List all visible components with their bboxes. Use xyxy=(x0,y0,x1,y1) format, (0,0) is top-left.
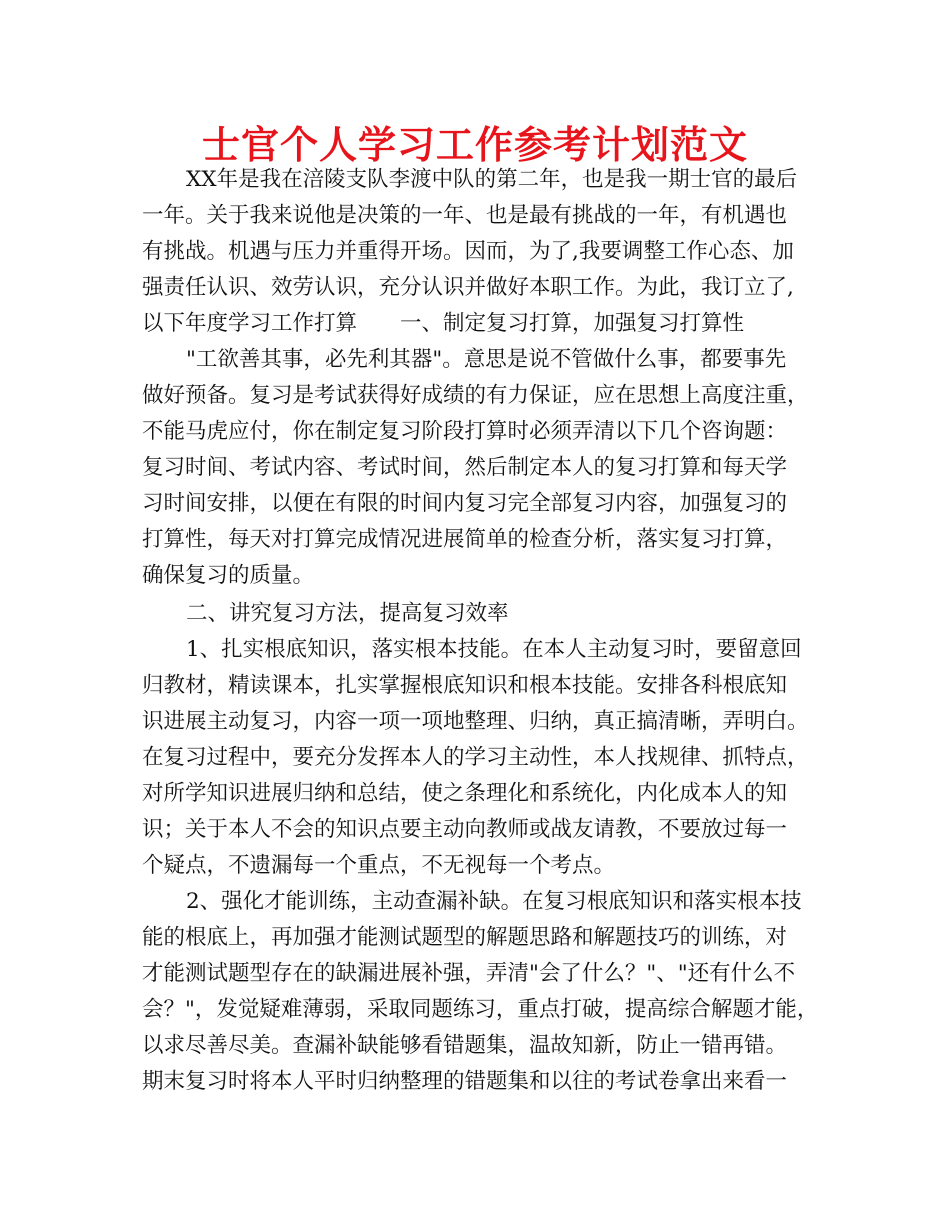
paragraph-line: 有挑战。机遇与压力并重得开场。因而，为了,我要调整工作心态、加 xyxy=(142,239,794,264)
paragraph-line: "工欲善其事，必先利其器"。意思是说不管做什么事，都要事先 xyxy=(186,347,787,372)
paragraph-line: 能的根底上，再加强才能测试题型的解题思路和解题技巧的训练，对 xyxy=(142,925,788,950)
paragraph-line: 1、扎实根底知识，落实根本技能。在本人主动复习时，要留意回 xyxy=(186,637,802,662)
paragraph-line: 以求尽善尽美。查漏补缺能够看错题集，温故知新，防止一错再错。 xyxy=(142,1033,788,1058)
document-title: 士官个人学习工作参考计划范文 xyxy=(201,123,748,167)
paragraph-line: 识；关于本人不会的知识点要主动向教师或战友请教，不要放过每一 xyxy=(142,817,788,842)
paragraph-line: 确保复习的质量。 xyxy=(142,563,315,588)
paragraph-line: 归教材，精读课本，扎实掌握根底知识和根本技能。安排各科根底知 xyxy=(142,673,788,698)
paragraph-line: 一年。关于我来说他是决策的一年、也是最有挑战的一年，有机遇也 xyxy=(142,203,788,228)
paragraph-line: 会？"，发觉疑难薄弱，采取同题练习，重点打破，提高综合解题才能， xyxy=(142,997,819,1022)
paragraph-line: 不能马虎应付，你在制定复习阶段打算时必须弄清以下几个咨询题： xyxy=(142,419,788,444)
paragraph-line: 复习时间、考试内容、考试时间，然后制定本人的复习打算和每天学 xyxy=(142,455,788,480)
paragraph-line: 习时间安排，以便在有限的时间内复习完全部复习内容，加强复习的 xyxy=(142,491,788,516)
paragraph-line: XX年是我在涪陵支队李渡中队的第二年，也是我一期士官的最后 xyxy=(186,167,798,192)
paragraph-line: 识进展主动复习，内容一项一项地整理、归纳，真正搞清晰，弄明白。 xyxy=(142,709,809,734)
paragraph-line: 对所学知识进展归纳和总结，使之条理化和系统化，内化成本人的知 xyxy=(142,781,788,806)
paragraph-line: 以下年度学习工作打算 一、制定复习打算，加强复习打算性 xyxy=(142,311,745,336)
paragraph-line: 强责任认识、效劳认识，充分认识并做好本职工作。为此，我订立了, xyxy=(142,275,794,300)
paragraph-line: 在复习过程中，要充分发挥本人的学习主动性，本人找规律、抓特点， xyxy=(142,745,809,770)
paragraph-line: 期末复习时将本人平时归纳整理的错题集和以往的考试卷拿出来看一 xyxy=(142,1069,788,1094)
paragraph-line: 打算性，每天对打算完成情况进展简单的检查分析，落实复习打算， xyxy=(142,527,788,552)
paragraph-line: 做好预备。复习是考试获得好成绩的有力保证，应在思想上高度注重， xyxy=(142,383,809,408)
section-heading: 二、讲究复习方法，提高复习效率 xyxy=(186,601,509,626)
paragraph-line: 才能测试题型存在的缺漏进展补强，弄清"会了什么？"、"还有什么不 xyxy=(142,961,796,986)
paragraph-line: 个疑点，不遗漏每一个重点，不无视每一个考点。 xyxy=(142,853,616,878)
paragraph-line: 2、强化才能训练，主动查漏补缺。在复习根底知识和落实根本技 xyxy=(186,889,802,914)
